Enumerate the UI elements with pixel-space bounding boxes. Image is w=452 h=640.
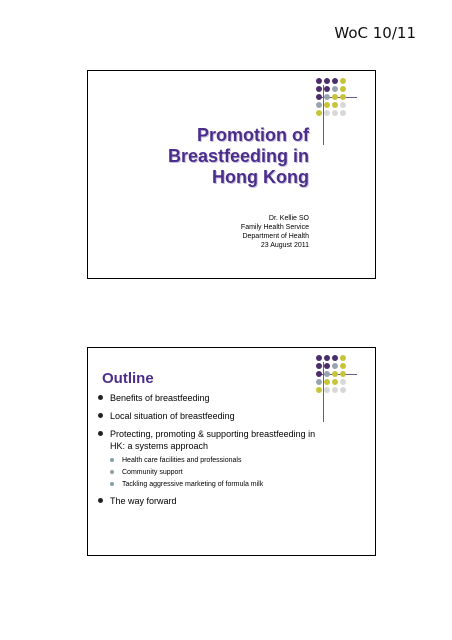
list-item-text: Local situation of breastfeeding bbox=[110, 411, 235, 421]
sub-list-item-text: Community support bbox=[122, 469, 183, 476]
list-item bbox=[98, 495, 318, 507]
sub-bullet-icon bbox=[110, 458, 114, 462]
list-item-text: The way forward bbox=[110, 496, 177, 506]
list-item-text: Protecting, promoting & supporting breastfeeding in HK: a systems approach bbox=[110, 429, 316, 451]
decorative-dot-grid bbox=[316, 78, 368, 118]
sub-list-item bbox=[110, 480, 318, 489]
slide-outline bbox=[87, 347, 376, 556]
outline-heading: Outline bbox=[102, 370, 154, 387]
author-department: Family Health Service bbox=[240, 224, 309, 231]
list-item bbox=[98, 392, 318, 404]
bullet-icon bbox=[98, 395, 103, 400]
sub-list-item-text: Tackling aggressive marketing of formula milk bbox=[122, 481, 264, 488]
presentation-date: 23 August 2011 bbox=[260, 242, 309, 249]
sub-list bbox=[110, 456, 318, 489]
decorative-dot-grid bbox=[316, 355, 368, 395]
title-line: Hong Kong bbox=[212, 167, 309, 187]
slide-title bbox=[87, 70, 376, 279]
list-item bbox=[98, 410, 318, 422]
sub-list-item bbox=[110, 468, 318, 477]
list-item bbox=[98, 428, 318, 489]
sub-bullet-icon bbox=[110, 470, 114, 474]
author-block bbox=[241, 214, 309, 250]
author-organization: Department of Health bbox=[242, 233, 309, 240]
bullet-icon bbox=[98, 498, 103, 503]
bullet-icon bbox=[98, 413, 103, 418]
sub-list-item bbox=[110, 456, 318, 465]
bullet-icon bbox=[98, 431, 103, 436]
author-name: Dr. Kellie SO bbox=[268, 215, 309, 222]
list-item-text: Benefits of breastfeeding bbox=[110, 393, 210, 403]
title-line: Breastfeeding in bbox=[167, 146, 309, 166]
sub-list-item-text: Health care facilities and professionals bbox=[122, 457, 242, 464]
page-header-label: WoC 10/11 bbox=[334, 24, 416, 42]
presentation-title bbox=[168, 125, 309, 188]
sub-bullet-icon bbox=[110, 482, 114, 486]
outline-list bbox=[98, 392, 318, 513]
title-line: Promotion of bbox=[197, 125, 309, 145]
